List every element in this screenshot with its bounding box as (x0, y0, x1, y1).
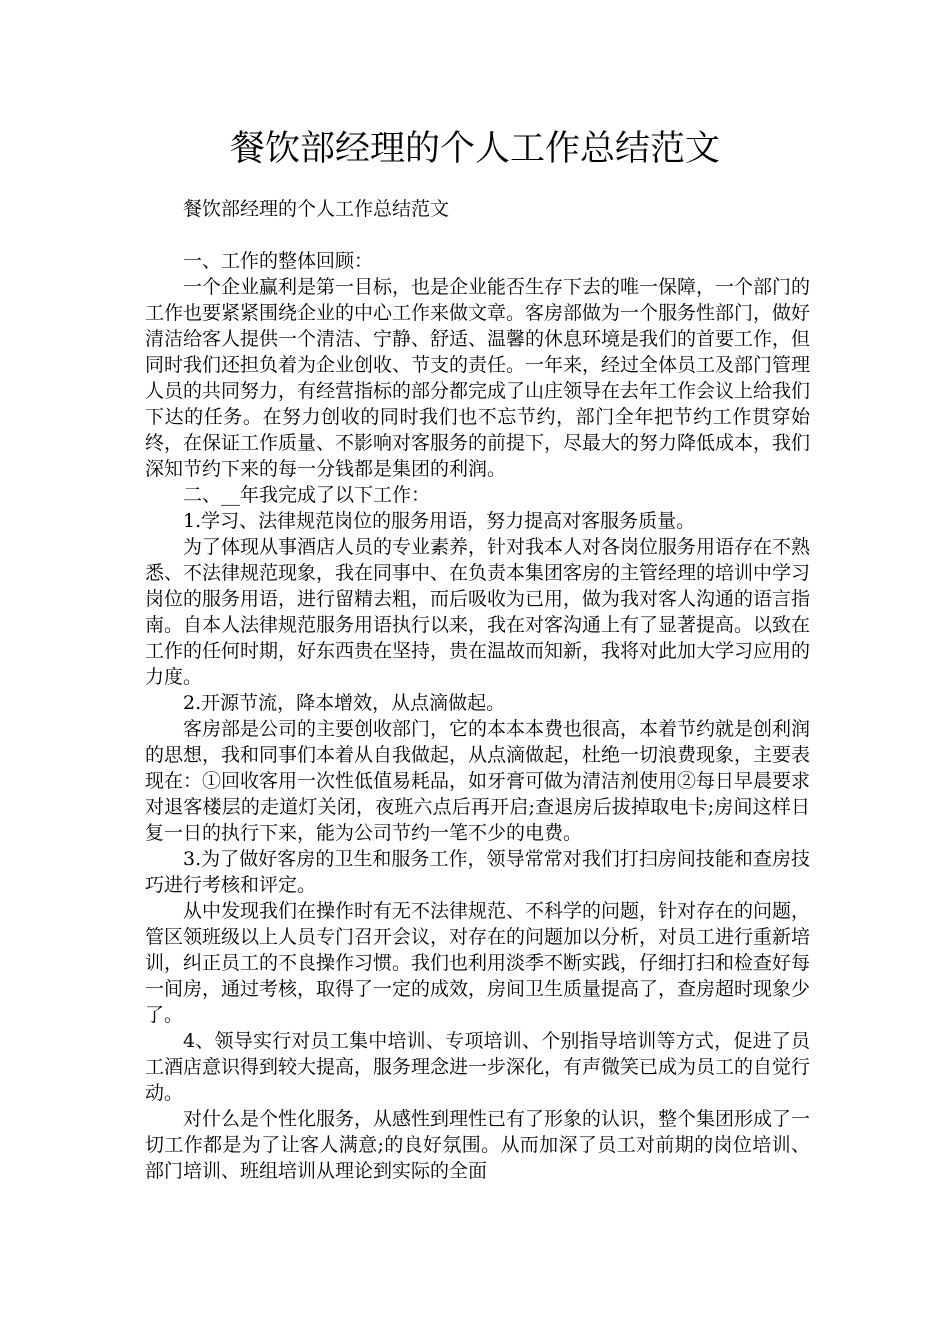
section-heading-work-done: 二、__年我完成了以下工作： (183, 484, 431, 506)
body-paragraph: 一个企业赢利是第一目标，也是企业能否生存下去的唯一保障，一个部门的工作也要紧紧围绕企业的中心工作来做文章。客房部做为一个服务性部门，做好清洁给客人提供一个清洁、宁静、舒适、温馨的休息环境是我们的首要工作，但同时我们还担负着为企业创收、节支的责任。一年来，经过全体员工及部门管理人员的共同努力，有经营指标的部分都完成了山庄领导在去年工作会议上给我们下达的任务。在努力创收的同时我们也不忘节约，部门全年把节约工作贯穿始终，在保证工作质量、不影响对客服务的前提下，尽最大的努力降低成本，我们深知节约下来的每一分钱都是集团的利润。 (145, 276, 811, 480)
document-title: 餐饮部经理的个人工作总结范文 (229, 129, 720, 169)
body-paragraph: 客房部是公司的主要创收部门，它的本本本费也很高，本着节约就是创利润的思想，我和同事们本着从自我做起，从点滴做起，杜绝一切浪费现象，主要表现在：①回收客用一次性低值易耗品，如牙膏可做为清洁剂使用②每日早晨要求对退客楼层的走道灯关闭，夜班六点后再开启;查退房后拔掉取电卡;房间这样日复一日的执行下来，能为公司节约一笔不少的电费。 (145, 718, 811, 844)
section-heading-overview: 一、工作的整体回顾： (183, 250, 374, 272)
document-body (145, 196, 810, 1184)
body-paragraph: 对什么是个性化服务，从感性到理性已有了形象的认识，整个集团形成了一切工作都是为了让客人满意;的良好氛围。从而加深了员工对前期的岗位培训、部门培训、班组培训从理论到实际的全面 (145, 1108, 811, 1182)
body-paragraph: 为了体现从事酒店人员的专业素养，针对我本人对各岗位服务用语存在不熟悉、不法律规范现象，我在同事中、在负责本集团客房的主管经理的培训中学习岗位的服务用语，进行留精去粗，而后吸收为已用，做为我对客人沟通的语言指南。自本人法律规范服务用语执行以来，我在对客沟通上有了显著提高。以致在工作的任何时期，好东西贵在坚持，贵在温故而知新，我将对此加大学习应用的力度。 (145, 536, 811, 688)
body-paragraph: 从中发现我们在操作时有无不法律规范、不科学的问题，针对存在的问题，管区领班级以上人员专门召开会议，对存在的问题加以分析，对员工进行重新培训，纠正员工的不良操作习惯。我们也利用淡季不断实践，仔细打扫和检查好每一间房，通过考核，取得了一定的成效，房间卫生质量提高了，查房超时现象少了。 (145, 900, 811, 1026)
item-heading-2: 2.开源节流，降本增效，从点滴做起。 (183, 692, 506, 714)
item-heading-4: 4、领导实行对员工集中培训、专项培训、个别指导培训等方式，促进了员工酒店意识得到较大提高，服务理念进一步深化，有声微笑已成为员工的自觉行动。 (145, 1030, 811, 1104)
item-heading-1: 1.学习、法律规范岗位的服务用语，努力提高对客服务质量。 (183, 510, 696, 532)
item-heading-3: 3.为了做好客房的卫生和服务工作，领导常常对我们打扫房间技能和查房技巧进行考核和评定。 (145, 848, 810, 896)
subtitle-paragraph: 餐饮部经理的个人工作总结范文 (183, 198, 450, 220)
